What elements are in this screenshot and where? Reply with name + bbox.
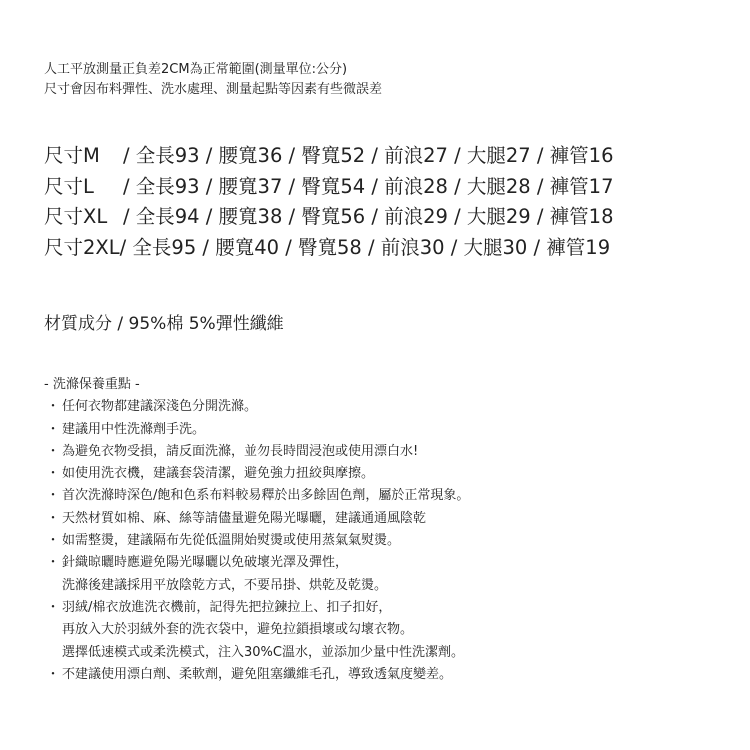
bullet-icon: ・ (46, 533, 60, 549)
care-item-text: 針織晾曬時應避免陽光曝曬以免破壞光澤及彈性， (62, 555, 349, 571)
size-label: 尺寸M (44, 144, 100, 167)
size-label: 尺寸L (44, 174, 94, 198)
size-row-2xl (44, 233, 613, 264)
size-specs: / 全長95 / 腰寬40 / 臀寬58 / 前浪30 / 大腿30 / 褲管19 (119, 235, 611, 259)
size-specs: / 全長93 / 腰寬36 / 臀寬52 / 前浪27 / 大腿27 / 褲管16 (123, 144, 614, 167)
size-row-xl (44, 202, 613, 233)
care-item-continuation: 洗滌後建議採用平放陰乾方式，不要吊掛、烘乾及乾燙。 (62, 577, 388, 593)
bullet-icon: ・ (46, 599, 60, 615)
care-item-text: 任何衣物都建議深淺色分開洗滌。 (62, 399, 258, 415)
care-title: - 洗滌保養重點 - (44, 377, 140, 392)
care-item (44, 597, 469, 619)
notice-line-2: 尺寸會因布料彈性、洗水處理、測量起點等因素有些微誤差 (44, 82, 383, 97)
care-item (44, 463, 469, 485)
size-chart (44, 141, 613, 263)
care-instructions (44, 374, 469, 686)
notice-line-1: 人工平放測量正負差2CM為正常範圍(測量單位:公分) (44, 62, 348, 77)
care-item (44, 664, 469, 686)
size-label: 尺寸2XL (44, 235, 120, 259)
care-item-text: 為避免衣物受損，請反面洗滌，並勿長時間浸泡或使用漂白水! (62, 443, 419, 459)
care-item-continuation: 再放入大於羽絨外套的洗衣袋中，避免拉鎖損壞或勾壞衣物。 (62, 622, 414, 638)
care-item-text: 如需整燙，建議隔布先從低溫開始熨燙或使用蒸氣氣熨燙。 (62, 533, 401, 549)
bullet-icon: ・ (46, 443, 60, 459)
bullet-icon: ・ (46, 488, 60, 504)
size-label: 尺寸XL (44, 205, 108, 228)
measurement-notice (44, 60, 382, 100)
bullet-icon: ・ (46, 399, 60, 415)
care-item (44, 530, 469, 552)
material-composition: 材質成分 / 95%棉 5%彈性纖維 (44, 314, 284, 334)
size-specs: / 全長93 / 腰寬37 / 臀寬54 / 前浪28 / 大腿28 / 褲管17 (123, 174, 614, 198)
size-row-l (44, 172, 613, 203)
care-item-text: 如使用洗衣機，建議套袋清潔，避免強力扭絞與摩擦。 (62, 466, 375, 482)
care-item (44, 396, 469, 418)
bullet-icon: ・ (46, 510, 60, 526)
care-item-text: 首次洗滌時深色/飽和色系布料較易釋於出多餘固色劑，屬於正常現象。 (62, 488, 470, 504)
care-item-text: 天然材質如棉、麻、絲等請儘量避免陽光曝曬，建議通通風陰乾 (62, 510, 427, 526)
care-item-text: 建議用中性洗滌劑手洗。 (62, 421, 206, 437)
size-row-m (44, 141, 613, 172)
bullet-icon: ・ (46, 466, 60, 482)
care-item (44, 552, 469, 574)
bullet-icon: ・ (46, 666, 60, 682)
bullet-icon: ・ (46, 421, 60, 437)
care-item-continuation: 選擇低速模式或柔洗模式，注入30%C溫水，並添加少量中性洗潔劑。 (62, 644, 464, 660)
care-item-text: 羽絨/棉衣放進洗衣機前，記得先把拉鍊拉上、扣子扣好， (62, 599, 392, 615)
size-specs: / 全長94 / 腰寬38 / 臀寬56 / 前浪29 / 大腿29 / 褲管18 (123, 205, 614, 228)
care-item (44, 441, 469, 463)
care-item-text: 不建議使用漂白劑、柔軟劑，避免阻塞纖維毛孔，導致透氣度變差。 (62, 666, 453, 682)
care-item (44, 419, 469, 441)
care-item (44, 508, 469, 530)
care-item (44, 485, 469, 507)
bullet-icon: ・ (46, 555, 60, 571)
